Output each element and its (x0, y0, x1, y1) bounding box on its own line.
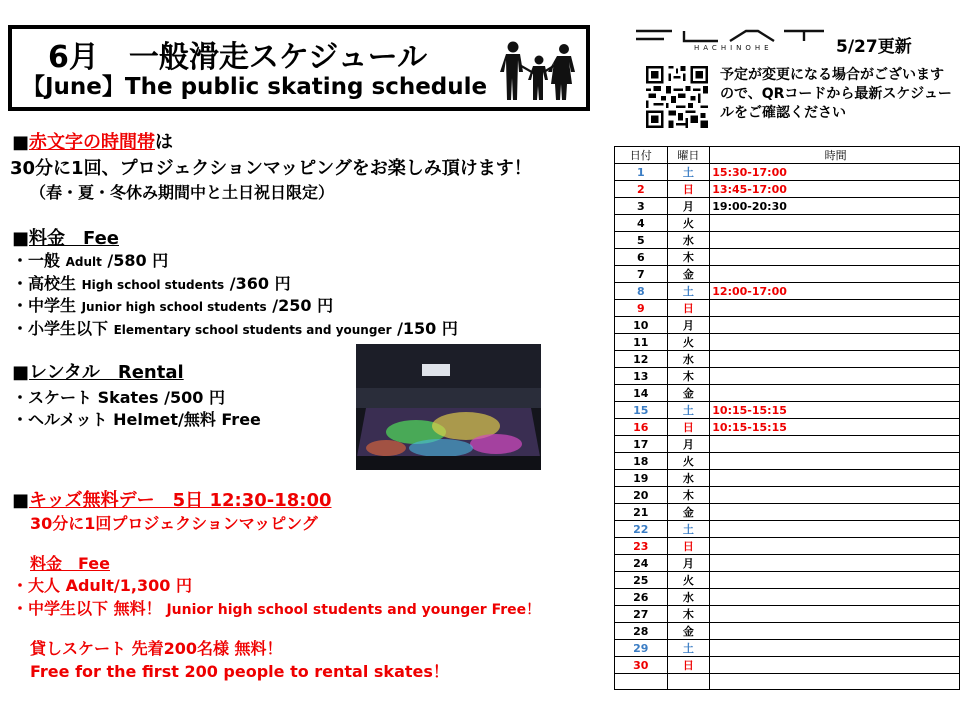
cell-time (710, 436, 960, 453)
kids-day-sub: 30分に1回プロジェクションマッピング (30, 514, 318, 533)
cell-date: 27 (615, 606, 668, 623)
cell-time (710, 572, 960, 589)
kids-fee-adult: ・大人 Adult/1,300 円 (12, 576, 192, 595)
cell-weekday (667, 674, 710, 690)
cell-weekday: 日 (667, 657, 710, 674)
qr-code-icon[interactable] (646, 66, 708, 128)
cell-weekday: 月 (667, 198, 710, 215)
cell-time (710, 453, 960, 470)
cell-time (710, 504, 960, 521)
cell-weekday: 火 (667, 215, 710, 232)
cell-date: 18 (615, 453, 668, 470)
cell-date: 2 (615, 181, 668, 198)
cell-weekday: 水 (667, 232, 710, 249)
table-row (615, 300, 960, 317)
cell-weekday: 金 (667, 385, 710, 402)
page-title: 6月 一般滑走スケジュール (48, 40, 428, 75)
intro-line: 30分に1回、プロジェクションマッピングをお楽しみ頂けます！ (10, 158, 532, 179)
rental-heading-label: レンタル Rental (29, 362, 184, 383)
cell-date: 15 (615, 402, 668, 419)
cell-time (710, 215, 960, 232)
kids-day-heading (12, 486, 332, 512)
fee-heading (12, 224, 119, 250)
cell-weekday: 木 (667, 487, 710, 504)
cell-weekday: 土 (667, 164, 710, 181)
cell-date: 9 (615, 300, 668, 317)
family-silhouette-icon (498, 40, 580, 102)
table-row (615, 538, 960, 555)
fee-item: ・小学生以下 Elementary school students and younger /150 円 (12, 319, 458, 338)
intro-note: （春・夏・冬休み期間中と土日祝日限定） (30, 183, 335, 202)
cell-weekday: 土 (667, 283, 710, 300)
cell-weekday: 木 (667, 368, 710, 385)
cell-time (710, 232, 960, 249)
cell-weekday: 水 (667, 351, 710, 368)
cell-time: 10:15-15:15 (710, 402, 960, 419)
table-row (615, 436, 960, 453)
cell-weekday: 土 (667, 402, 710, 419)
cell-date: 28 (615, 623, 668, 640)
header-time: 時間 (710, 147, 960, 164)
schedule-table (614, 146, 960, 690)
kids-fee-heading: 料金 Fee (30, 554, 110, 573)
cell-time (710, 487, 960, 504)
cell-weekday: 木 (667, 606, 710, 623)
cell-time: 15:30-17:00 (710, 164, 960, 181)
cell-weekday: 水 (667, 589, 710, 606)
rental-item: ・スケート Skates /500 円 (12, 388, 225, 407)
cell-date (615, 674, 668, 690)
kids-rental-jp: 貸しスケート 先着200名様 無料！ (30, 639, 283, 658)
update-date: 5/27更新 (836, 37, 912, 57)
cell-date: 3 (615, 198, 668, 215)
cell-time (710, 470, 960, 487)
table-row (615, 657, 960, 674)
table-row (615, 640, 960, 657)
intro-highlight-suffix: は (155, 132, 174, 153)
table-row (615, 572, 960, 589)
table-row (615, 521, 960, 538)
table-row (615, 334, 960, 351)
ice-rink-photo (356, 344, 541, 470)
cell-time (710, 623, 960, 640)
table-row (615, 368, 960, 385)
kids-fee-child: ・中学生以下 無料！ Junior high school students and younger Free！ (12, 599, 541, 618)
cell-weekday: 金 (667, 623, 710, 640)
cell-weekday: 火 (667, 572, 710, 589)
cell-time (710, 385, 960, 402)
cell-date: 20 (615, 487, 668, 504)
cell-date: 13 (615, 368, 668, 385)
flat-logo (634, 28, 826, 52)
rental-heading (12, 358, 184, 384)
page-subtitle: 【June】The public skating schedule (22, 74, 488, 100)
cell-time (710, 351, 960, 368)
fee-item: ・高校生 High school students /360 円 (12, 274, 291, 293)
cell-date: 12 (615, 351, 668, 368)
square-bullet: ■ (12, 132, 30, 153)
table-row (615, 317, 960, 334)
cell-date: 6 (615, 249, 668, 266)
cell-date: 24 (615, 555, 668, 572)
cell-time (710, 555, 960, 572)
header-date: 日付 (615, 147, 668, 164)
cell-weekday: 日 (667, 419, 710, 436)
table-row (615, 555, 960, 572)
cell-date: 10 (615, 317, 668, 334)
cell-time: 19:00-20:30 (710, 198, 960, 215)
table-row (615, 232, 960, 249)
cell-weekday: 日 (667, 181, 710, 198)
cell-time: 10:15-15:15 (710, 419, 960, 436)
cell-date: 29 (615, 640, 668, 657)
cell-time (710, 249, 960, 266)
cell-weekday: 金 (667, 504, 710, 521)
table-row (615, 623, 960, 640)
cell-date: 7 (615, 266, 668, 283)
update-notice: 予定が変更になる場合がございますので、QRコードから最新スケジュールをご確認ください (720, 67, 952, 121)
table-row (615, 283, 960, 300)
table-row (615, 470, 960, 487)
cell-weekday: 火 (667, 453, 710, 470)
table-row (615, 504, 960, 521)
cell-date: 14 (615, 385, 668, 402)
cell-time: 13:45-17:00 (710, 181, 960, 198)
cell-date: 26 (615, 589, 668, 606)
cell-weekday: 土 (667, 640, 710, 657)
table-row (615, 487, 960, 504)
cell-time (710, 266, 960, 283)
cell-date: 5 (615, 232, 668, 249)
table-row (615, 266, 960, 283)
square-bullet: ■ (12, 362, 30, 383)
table-row (615, 402, 960, 419)
cell-weekday: 金 (667, 266, 710, 283)
svg-text:HACHINOHE: HACHINOHE (694, 44, 773, 52)
cell-date: 22 (615, 521, 668, 538)
cell-date: 17 (615, 436, 668, 453)
cell-time (710, 368, 960, 385)
cell-weekday: 水 (667, 470, 710, 487)
table-row (615, 198, 960, 215)
header-weekday: 曜日 (667, 147, 710, 164)
table-row (615, 606, 960, 623)
cell-date: 23 (615, 538, 668, 555)
table-row (615, 674, 960, 690)
table-row (615, 589, 960, 606)
cell-date: 30 (615, 657, 668, 674)
square-bullet: ■ (12, 228, 30, 249)
table-row (615, 181, 960, 198)
cell-time (710, 606, 960, 623)
rental-item: ・ヘルメット Helmet/無料 Free (12, 410, 261, 429)
cell-weekday: 日 (667, 300, 710, 317)
table-row (615, 351, 960, 368)
cell-time (710, 657, 960, 674)
cell-weekday: 日 (667, 538, 710, 555)
cell-time (710, 300, 960, 317)
table-row (615, 419, 960, 436)
table-row (615, 215, 960, 232)
fee-heading-label: 料金 Fee (29, 228, 119, 249)
cell-time (710, 640, 960, 657)
cell-date: 11 (615, 334, 668, 351)
cell-time (710, 317, 960, 334)
intro-highlight: 赤文字の時間帯 (29, 132, 156, 153)
cell-weekday: 月 (667, 317, 710, 334)
intro-heading (12, 128, 173, 154)
cell-time (710, 674, 960, 690)
fee-item: ・一般 Adult /580 円 (12, 251, 169, 270)
table-row (615, 453, 960, 470)
cell-time (710, 334, 960, 351)
table-row (615, 164, 960, 181)
cell-time (710, 538, 960, 555)
cell-date: 1 (615, 164, 668, 181)
cell-time (710, 589, 960, 606)
kids-day-label: キッズ無料デー 5日 12:30-18:00 (29, 490, 332, 511)
table-row (615, 385, 960, 402)
table-header-row (615, 147, 960, 164)
cell-weekday: 木 (667, 249, 710, 266)
cell-date: 8 (615, 283, 668, 300)
cell-weekday: 月 (667, 555, 710, 572)
cell-date: 21 (615, 504, 668, 521)
cell-weekday: 土 (667, 521, 710, 538)
cell-time (710, 521, 960, 538)
cell-time: 12:00-17:00 (710, 283, 960, 300)
cell-date: 4 (615, 215, 668, 232)
cell-date: 16 (615, 419, 668, 436)
square-bullet: ■ (12, 490, 30, 511)
cell-date: 25 (615, 572, 668, 589)
cell-weekday: 月 (667, 436, 710, 453)
cell-date: 19 (615, 470, 668, 487)
cell-weekday: 火 (667, 334, 710, 351)
table-row (615, 249, 960, 266)
kids-rental-en: Free for the first 200 people to rental skates！ (30, 662, 449, 681)
fee-item: ・中学生 Junior high school students /250 円 (12, 296, 334, 315)
